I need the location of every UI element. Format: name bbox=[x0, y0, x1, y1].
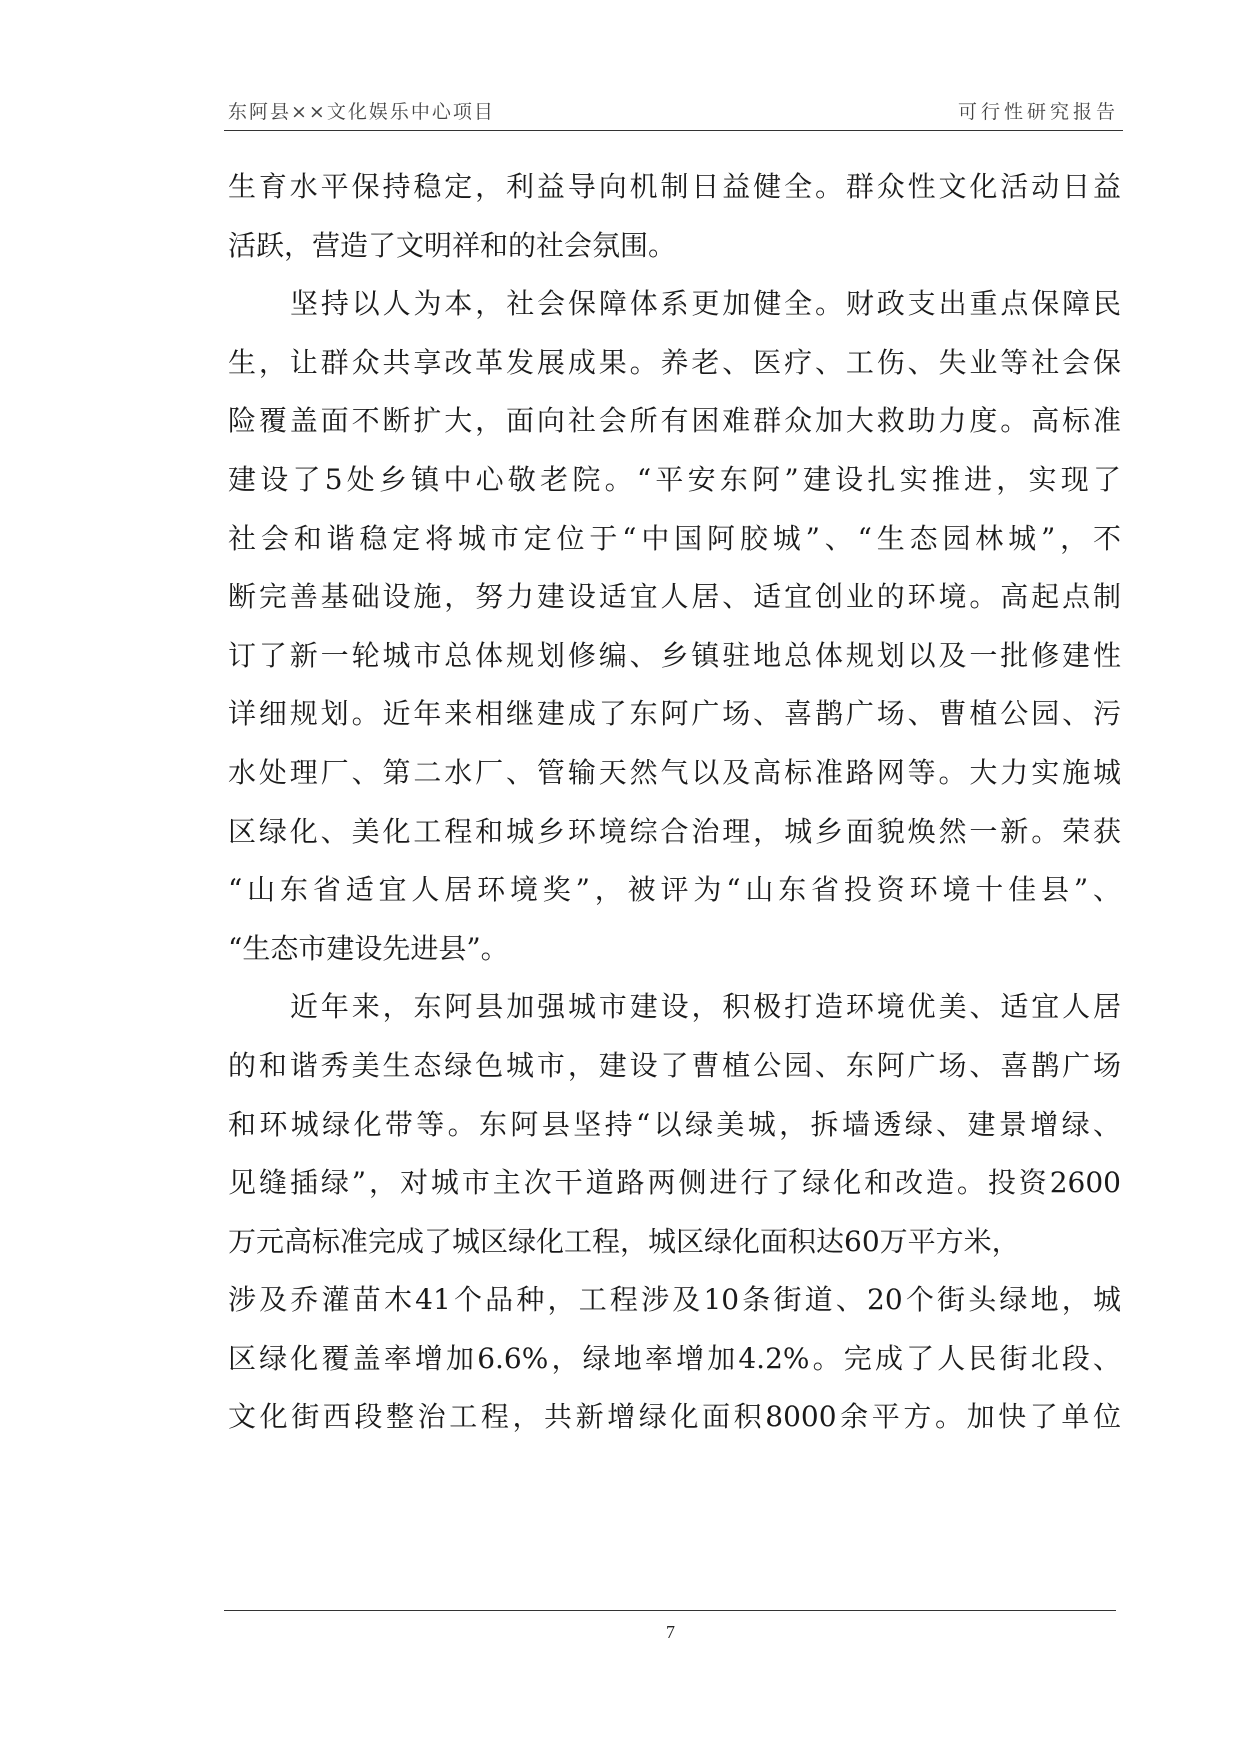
text-line: 文化街西段整治工程，共新增绿化面积8000余平方。加快了单位 bbox=[228, 1400, 1121, 1434]
text-line: 近年来，东阿县加强城市建设，积极打造环境优美、适宜人居 bbox=[290, 990, 1121, 1024]
text-line: 活跃，营造了文明祥和的社会氛围。 bbox=[228, 228, 677, 262]
text-line: 坚持以人为本，社会保障体系更加健全。财政支出重点保障民 bbox=[290, 287, 1121, 321]
text-line: 的和谐秀美生态绿色城市，建设了曹植公园、东阿广场、喜鹊广场 bbox=[228, 1048, 1121, 1082]
text-line: 见缝插绿”，对城市主次干道路两侧进行了绿化和改造。投资2600 bbox=[228, 1166, 1121, 1200]
text-line: “生态市建设先进县”。 bbox=[228, 931, 509, 965]
text-line: 区绿化、美化工程和城乡环境综合治理，城乡面貌焕然一新。荣获 bbox=[228, 814, 1121, 848]
text-line: 区绿化覆盖率增加6.6%，绿地率增加4.2%。完成了人民街北段、 bbox=[228, 1341, 1121, 1375]
text-line: 涉及乔灌苗木41个品种，工程涉及10条街道、20个街头绿地，城 bbox=[228, 1283, 1121, 1317]
text-line: 生，让群众共享改革发展成果。养老、医疗、工伤、失业等社会保 bbox=[228, 345, 1121, 379]
text-line: 万元高标准完成了城区绿化工程，城区绿化面积达60万平方米， bbox=[228, 1224, 1020, 1258]
text-line: 订了新一轮城市总体规划修编、乡镇驻地总体规划以及一批修建性 bbox=[228, 638, 1121, 672]
page-header bbox=[224, 96, 1123, 131]
footer-divider bbox=[224, 1610, 1116, 1611]
text-line: “山东省适宜人居环境奖”，被评为“山东省投资环境十佳县”、 bbox=[228, 873, 1121, 907]
header-project-title: 东阿县××文化娱乐中心项目 bbox=[228, 101, 495, 123]
text-line: 建设了5处乡镇中心敬老院。“平安东阿”建设扎实推进，实现了 bbox=[228, 462, 1121, 496]
text-line: 详细规划。近年来相继建成了东阿广场、喜鹊广场、曹植公园、污 bbox=[228, 697, 1121, 731]
text-line: 断完善基础设施，努力建设适宜人居、适宜创业的环境。高起点制 bbox=[228, 580, 1121, 614]
header-report-type: 可行性研究报告 bbox=[957, 101, 1119, 123]
text-line: 水处理厂、第二水厂、管输天然气以及高标准路网等。大力实施城 bbox=[228, 755, 1121, 789]
page-number: 7 bbox=[666, 1622, 675, 1642]
text-line: 和环城绿化带等。东阿县坚持“以绿美城，拆墙透绿、建景增绿、 bbox=[228, 1107, 1121, 1141]
text-line: 社会和谐稳定将城市定位于“中国阿胶城”、“生态园林城”，不 bbox=[228, 521, 1121, 555]
text-line: 生育水平保持稳定，利益导向机制日益健全。群众性文化活动日益 bbox=[228, 170, 1121, 203]
text-line: 险覆盖面不断扩大，面向社会所有困难群众加大救助力度。高标准 bbox=[228, 404, 1121, 438]
body-text bbox=[228, 158, 1121, 1447]
